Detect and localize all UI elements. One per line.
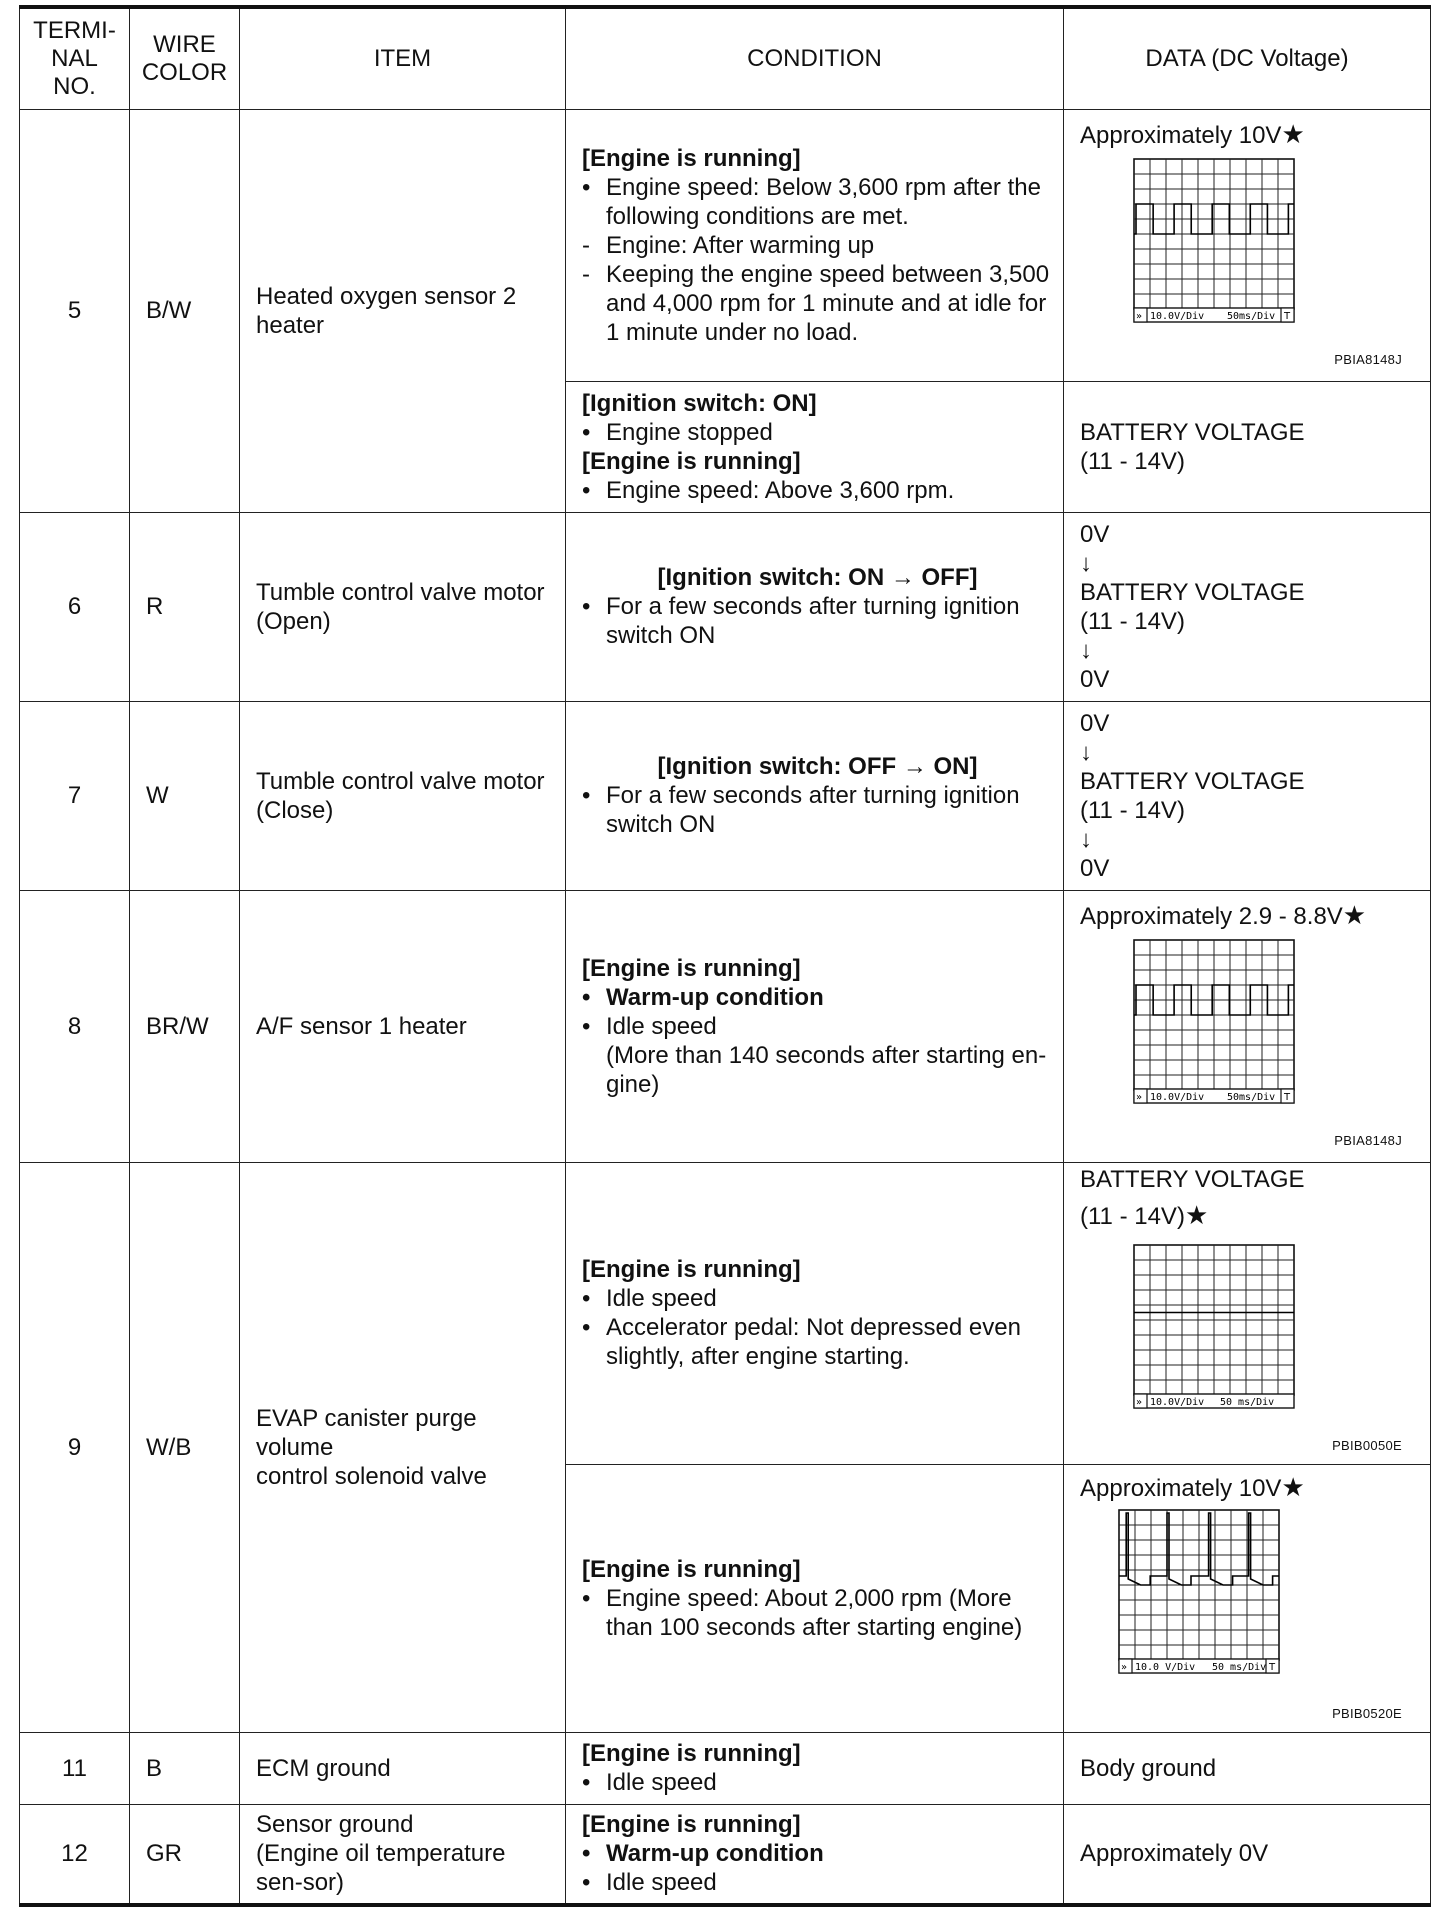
data-line: 0V bbox=[1080, 709, 1110, 737]
condition-item bbox=[582, 173, 1053, 231]
scope-trigger-label: T bbox=[1269, 1662, 1276, 1673]
header-terminal bbox=[20, 7, 130, 109]
terminal-number: 8 bbox=[20, 890, 130, 1162]
condition-cell bbox=[566, 1732, 1064, 1804]
condition-item bbox=[582, 983, 1053, 1012]
bullet-mark: • bbox=[582, 1869, 591, 1897]
item-name bbox=[240, 890, 566, 1162]
scope-arrow-icon: » bbox=[1136, 311, 1143, 322]
item-line: (Close) bbox=[256, 796, 334, 824]
data-line: (11 - 14V) bbox=[1080, 447, 1185, 475]
star-icon: ★ bbox=[1342, 900, 1367, 930]
data-line: Approximately 0V bbox=[1080, 1840, 1269, 1868]
condition-item bbox=[582, 231, 1053, 260]
header-item: ITEM bbox=[240, 7, 566, 109]
wire-color: B bbox=[130, 1732, 240, 1804]
data-cell bbox=[1064, 1732, 1431, 1804]
bullet-mark: • bbox=[582, 1769, 591, 1796]
item-line: (Engine oil temperature sen-sor) bbox=[256, 1840, 506, 1897]
oscilloscope-chart bbox=[1131, 1243, 1299, 1423]
wire-color: R bbox=[130, 512, 240, 701]
condition-title: [Engine is running] bbox=[582, 447, 801, 475]
data-line: 0V bbox=[1080, 520, 1110, 548]
condition-title: [Engine is running] bbox=[582, 1256, 801, 1283]
item-line: ECM ground bbox=[256, 1754, 391, 1782]
terminal-number: 7 bbox=[20, 701, 130, 890]
data-line: (11 - 14V) bbox=[1080, 1203, 1185, 1230]
wire-color: W/B bbox=[130, 1162, 240, 1732]
terminal-number: 9 bbox=[20, 1162, 130, 1732]
condition-item bbox=[582, 1839, 1053, 1868]
table-row bbox=[20, 1732, 1431, 1804]
scope-volt-div: 10.0V/Div bbox=[1150, 1092, 1205, 1103]
scope-data bbox=[1080, 891, 1430, 1161]
wire-color: GR bbox=[130, 1804, 240, 1905]
item-name bbox=[240, 512, 566, 701]
terminal-number: 5 bbox=[20, 109, 130, 512]
oscilloscope-chart bbox=[1131, 157, 1299, 329]
condition-item bbox=[582, 592, 1053, 650]
scope-volt-div: 10.0V/Div bbox=[1150, 311, 1205, 322]
data-cell bbox=[1064, 701, 1431, 890]
condition-item bbox=[582, 1768, 1053, 1797]
scope-arrow-icon: » bbox=[1136, 1397, 1143, 1408]
header-wire-line: WIRE bbox=[153, 30, 216, 58]
header-terminal-line: NAL bbox=[51, 44, 98, 72]
table-row bbox=[20, 1804, 1431, 1905]
terminal-number: 11 bbox=[20, 1732, 130, 1804]
data-line: BATTERY VOLTAGE bbox=[1080, 418, 1305, 446]
condition-cell bbox=[566, 890, 1064, 1162]
item-line: EVAP canister purge volume bbox=[256, 1404, 477, 1461]
figure-code: PBIA8148J bbox=[1334, 352, 1402, 367]
condition-text: Engine speed: About 2,000 rpm (More than 100 seconds after starting engine) bbox=[606, 1584, 1023, 1641]
data-line: BATTERY VOLTAGE bbox=[1080, 1166, 1305, 1193]
header-data: DATA (DC Voltage) bbox=[1064, 7, 1431, 109]
condition-item bbox=[582, 1012, 1053, 1041]
condition-text: Idle speed bbox=[606, 1012, 717, 1040]
bullet-mark: • bbox=[582, 1012, 591, 1040]
item-name bbox=[240, 109, 566, 512]
down-arrow-icon: ↓ bbox=[1080, 825, 1092, 853]
data-cell bbox=[1064, 1464, 1431, 1732]
condition-cell bbox=[566, 512, 1064, 701]
item-name bbox=[240, 701, 566, 890]
scope-time-div: 50ms/Div bbox=[1227, 311, 1276, 322]
bullet-mark: • bbox=[582, 1314, 591, 1341]
condition-title: [Engine is running] bbox=[582, 144, 801, 172]
table-row bbox=[20, 109, 1431, 381]
dash-mark: - bbox=[582, 231, 590, 259]
condition-text: (More than 140 seconds after starting en-gine) bbox=[606, 1041, 1047, 1098]
bullet-mark: • bbox=[582, 782, 591, 809]
terminal-number: 12 bbox=[20, 1804, 130, 1905]
item-line: Tumble control valve motor bbox=[256, 767, 545, 795]
condition-text: Warm-up condition bbox=[606, 983, 824, 1011]
scope-time-div: 50 ms/Div bbox=[1212, 1662, 1267, 1673]
down-arrow-icon: ↓ bbox=[1080, 738, 1092, 766]
item-line: A/F sensor 1 heater bbox=[256, 1012, 467, 1040]
header-wire-line: COLOR bbox=[141, 58, 228, 86]
item-name bbox=[240, 1162, 566, 1732]
data-cell bbox=[1064, 381, 1431, 512]
data-cell bbox=[1064, 890, 1431, 1162]
scope-trigger-label: T bbox=[1284, 311, 1291, 322]
condition-text: Engine stopped bbox=[606, 418, 773, 446]
bullet-mark: • bbox=[582, 983, 591, 1011]
bullet-mark: • bbox=[582, 1584, 591, 1612]
condition-item bbox=[582, 1868, 1053, 1897]
star-icon: ★ bbox=[1281, 1472, 1305, 1502]
bullet-mark: • bbox=[582, 418, 591, 446]
wire-color: W bbox=[130, 701, 240, 890]
condition-item bbox=[582, 1313, 1053, 1371]
data-text: Approximately 10V bbox=[1080, 1475, 1282, 1502]
condition-title: [Engine is running] bbox=[582, 1555, 801, 1583]
oscilloscope-chart bbox=[1131, 938, 1299, 1110]
condition-cell bbox=[566, 109, 1064, 381]
data-line: (11 - 14V) bbox=[1080, 796, 1185, 824]
data-cell bbox=[1064, 512, 1431, 701]
data-line: BATTERY VOLTAGE bbox=[1080, 767, 1305, 795]
condition-item bbox=[582, 1041, 1053, 1099]
condition-text: Warm-up condition bbox=[606, 1840, 824, 1868]
condition-item bbox=[582, 260, 1053, 347]
item-line: control solenoid valve bbox=[256, 1462, 487, 1490]
table-row bbox=[20, 1162, 1431, 1464]
terminal-number: 6 bbox=[20, 512, 130, 701]
header-condition: CONDITION bbox=[566, 7, 1064, 109]
data-line: 0V bbox=[1080, 665, 1110, 693]
figure-code: PBIB0050E bbox=[1332, 1438, 1402, 1453]
wire-color: B/W bbox=[130, 109, 240, 512]
data-line: Body ground bbox=[1080, 1754, 1217, 1782]
table-row bbox=[20, 890, 1431, 1162]
condition-cell bbox=[566, 1162, 1064, 1464]
terminal-data-table bbox=[19, 5, 1431, 1907]
condition-cell bbox=[566, 1804, 1064, 1905]
oscilloscope-chart bbox=[1116, 1508, 1284, 1688]
bullet-mark: • bbox=[582, 593, 591, 620]
condition-text: Engine speed: Above 3,600 rpm. bbox=[606, 476, 955, 504]
scope-arrow-icon: » bbox=[1121, 1662, 1128, 1673]
item-name bbox=[240, 1732, 566, 1804]
item-line: Tumble control valve motor bbox=[256, 578, 545, 606]
scope-data bbox=[1080, 110, 1430, 380]
condition-title: [Engine is running] bbox=[582, 954, 801, 982]
scope-volt-div: 10.0 V/Div bbox=[1135, 1662, 1196, 1673]
figure-code: PBIA8148J bbox=[1334, 1133, 1402, 1148]
data-value bbox=[1080, 110, 1430, 150]
item-line: Heated oxygen sensor 2 bbox=[256, 282, 517, 310]
condition-title: [Ignition switch: ON] bbox=[582, 389, 817, 417]
scope-data bbox=[1080, 1163, 1430, 1463]
bullet-mark: • bbox=[582, 173, 591, 201]
table-row bbox=[20, 512, 1431, 701]
figure-code: PBIB0520E bbox=[1332, 1706, 1402, 1721]
star-icon: ★ bbox=[1281, 119, 1305, 149]
condition-text: Idle speed bbox=[606, 1285, 717, 1312]
item-name bbox=[240, 1804, 566, 1905]
bullet-mark: • bbox=[582, 1840, 591, 1868]
data-value bbox=[1080, 1465, 1430, 1503]
bullet-mark bbox=[582, 1041, 606, 1099]
condition-text: For a few seconds after turning ignition switch ON bbox=[606, 593, 1020, 649]
header-row bbox=[20, 7, 1431, 109]
data-value bbox=[1080, 1163, 1430, 1231]
condition-cell bbox=[566, 1464, 1064, 1732]
condition-title: [Engine is running] bbox=[582, 1740, 801, 1767]
item-line: Sensor ground bbox=[256, 1811, 414, 1839]
data-cell bbox=[1064, 1804, 1431, 1905]
condition-text: Keeping the engine speed between 3,500 and 4,000 rpm for 1 minute and at idle for 1 minute under no load. bbox=[606, 260, 1050, 346]
data-line: (11 - 14V) bbox=[1080, 607, 1185, 635]
condition-cell bbox=[566, 381, 1064, 512]
dash-mark: - bbox=[582, 260, 590, 288]
scope-time-div: 50ms/Div bbox=[1227, 1092, 1276, 1103]
condition-item bbox=[582, 1584, 1053, 1642]
scope-time-div: 50 ms/Div bbox=[1220, 1397, 1275, 1408]
data-text: Approximately 10V bbox=[1080, 122, 1282, 149]
wire-color: BR/W bbox=[130, 890, 240, 1162]
data-value bbox=[1080, 891, 1430, 931]
condition-title: [Ignition switch: ON → OFF] bbox=[657, 564, 978, 591]
header-terminal-line: TERMI- bbox=[33, 16, 116, 44]
condition-item bbox=[582, 476, 1053, 505]
down-arrow-icon: ↓ bbox=[1080, 636, 1092, 664]
condition-text: For a few seconds after turning ignition switch ON bbox=[606, 782, 1020, 838]
scope-volt-div: 10.0V/Div bbox=[1150, 1397, 1205, 1408]
condition-item bbox=[582, 418, 1053, 447]
header-wire-color bbox=[130, 7, 240, 109]
bullet-mark: • bbox=[582, 476, 591, 504]
item-line: (Open) bbox=[256, 607, 331, 635]
star-icon: ★ bbox=[1184, 1200, 1209, 1230]
scope-arrow-icon: » bbox=[1136, 1092, 1143, 1103]
scope-data bbox=[1080, 1465, 1430, 1731]
table-row bbox=[20, 701, 1431, 890]
data-line: 0V bbox=[1080, 854, 1110, 882]
condition-item bbox=[582, 781, 1053, 839]
condition-text: Accelerator pedal: Not depressed even slightly, after engine starting. bbox=[606, 1314, 1021, 1370]
down-arrow-icon: ↓ bbox=[1080, 549, 1092, 577]
condition-text: Engine: After warming up bbox=[606, 231, 875, 259]
data-text: Approximately 2.9 - 8.8V bbox=[1080, 903, 1343, 930]
condition-text: Engine speed: Below 3,600 rpm after the following conditions are met. bbox=[606, 173, 1041, 230]
condition-text: Idle speed bbox=[606, 1869, 717, 1897]
condition-text: Idle speed bbox=[606, 1769, 717, 1796]
condition-cell bbox=[566, 701, 1064, 890]
condition-title: [Ignition switch: OFF → ON] bbox=[657, 753, 978, 780]
data-line: BATTERY VOLTAGE bbox=[1080, 578, 1305, 606]
item-line: heater bbox=[256, 311, 325, 339]
condition-item bbox=[582, 1284, 1053, 1313]
bullet-mark: • bbox=[582, 1285, 591, 1312]
data-cell bbox=[1064, 1162, 1431, 1464]
scope-trigger-label: T bbox=[1284, 1092, 1291, 1103]
condition-title: [Engine is running] bbox=[582, 1811, 801, 1839]
header-terminal-line: NO. bbox=[53, 72, 96, 100]
data-cell bbox=[1064, 109, 1431, 381]
